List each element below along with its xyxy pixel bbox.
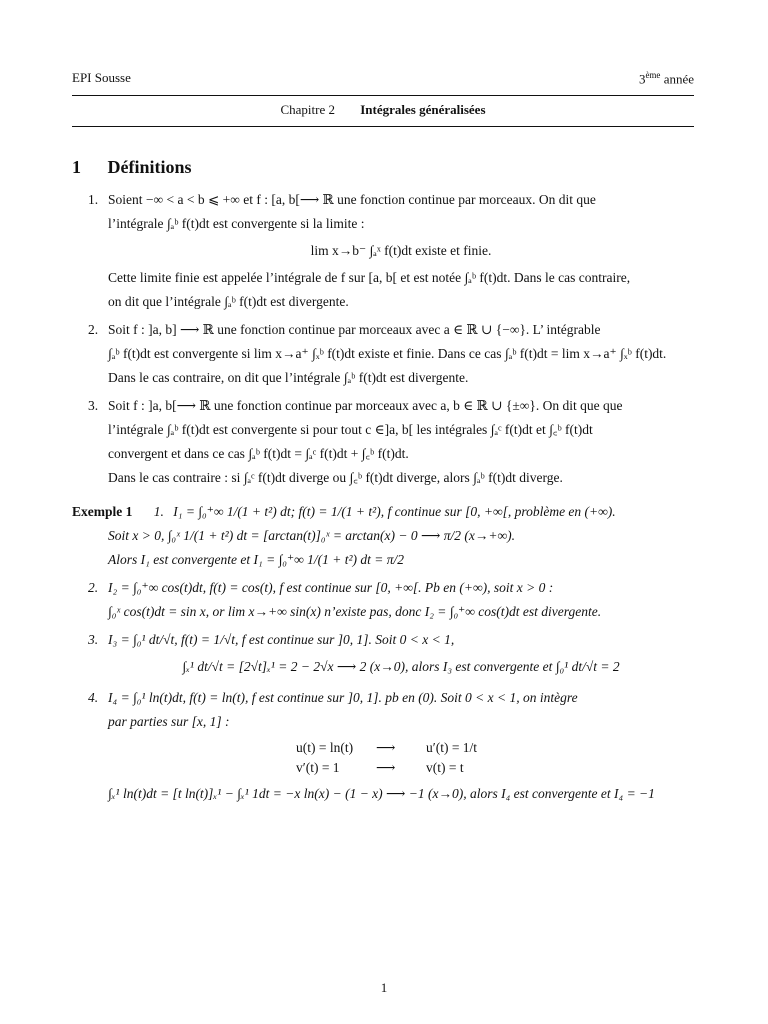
definition-line: Soit f : ]a, b] ⟶ ℝ une fonction continue par morceaux avec a ∈ ℝ ∪ {−∞}. L’ intégrable [108,322,601,338]
definition-line: Dans le cas contraire : si ∫ₐᶜ f(t)dt diverge ou ∫꜀ᵇ f(t)dt diverge, alors ∫ₐᵇ f(t)dt diverge. [108,470,563,486]
example-line: Soit x > 0, ∫₀ˣ 1/(1 + t²) dt = [arctan(t)]₀ˣ = arctan(x) − 0 ⟶ π/2 (x→+∞). [108,528,515,544]
example-line: ∫ₓ¹ ln(t)dt = [t ln(t)]ₓ¹ − ∫ₓ¹ 1dt = −x ln(x) − (1 − x) ⟶ −1 (x→0), alors I₄ est convergente et I₄ = −1 [108,786,655,802]
definition-line: Soient −∞ < a < b ⩽ +∞ et f : [a, b[⟶ ℝ une fonction continue par morceaux. On dit que [108,192,596,208]
school-name: EPI Sousse [72,70,131,85]
definition-line: Soit f : ]a, b[⟶ ℝ une fonction continue par morceaux avec a, b ∈ ℝ ∪ {±∞}. On dit que que [108,398,623,414]
example-item [72,524,694,572]
example-line: I₄ = ∫₀¹ ln(t)dt, f(t) = ln(t), f est continue sur ]0, 1]. pb en (0). Soit 0 < x < 1, on intègre [108,690,578,706]
header-rule [72,95,694,96]
definition-line: Dans le cas contraire, on dit que l’intégrale ∫ₐᵇ f(t)dt est divergente. [108,370,469,386]
example-label: Exemple 1 [72,504,133,520]
example-line: I₁ = ∫₀⁺∞ 1/(1 + t²) dt; f(t) = 1/(1 + t²), f continue sur [0, +∞[, problème en (+∞). [173,504,616,520]
definition-line: l’intégrale ∫ₐᵇ f(t)dt est convergente si pour tout c ∈]a, b[ les intégrales ∫ₐᶜ f(t)dt et ∫꜀ᵇ f(t)dt [108,422,593,438]
chapter-heading [72,102,694,118]
year-label: 3ème année [638,70,694,87]
section-heading [72,157,694,178]
page [72,60,694,810]
example-item: 4. I₄ = ∫₀¹ ln(t)dt, f(t) = ln(t), f est continue sur ]0, 1]. pb en (0). Soit 0 < x < 1, on intègre par parties sur [x, 1] : u(t) = ln(t) ⟶ u′(t) = 1/t v′(t) = 1 ⟶ v(t) = t ∫ₓ¹ ln(t)dt = [t ln(t)]ₓ¹ − ∫ₓ¹ 1dt = −x ln(x) − (1 − x) ⟶ −1 (x→0), alors I₄ est convergente et I₄ = −1 [72,686,694,806]
section-title: Définitions [107,157,192,178]
example-line: I₂ = ∫₀⁺∞ cos(t)dt, f(t) = cos(t), f est continue sur [0, +∞[. Pb en (+∞), soit x > 0 : [108,580,554,596]
definition-item: 3. Soit f : ]a, b[⟶ ℝ une fonction continue par morceaux avec a, b ∈ ℝ ∪ {±∞}. On dit que que l’intégrale ∫ₐᵇ f(t)dt est convergente si pour tout c ∈]a, b[ les intégrales ∫ₐᶜ f(t)dt et ∫꜀ᵇ f(t)dt convergent et dans ce cas ∫ₐᵇ f(t)dt = ∫ₐᶜ f(t)dt + ∫꜀ᵇ f(t)dt. Dans le cas contraire : si ∫ₐᶜ f(t)dt diverge ou ∫꜀ᵇ f(t)dt diverge, alors ∫ₐᵇ f(t)dt diverge. [72,394,694,490]
integration-by-parts-table: u(t) = ln(t) ⟶ u′(t) = 1/t v′(t) = 1 ⟶ v(t) = t [296,740,478,776]
running-header [72,70,694,87]
example-line: ∫ₓ¹ dt/√t = [2√t]ₓ¹ = 2 − 2√x ⟶ 2 (x→0), alors I₃ est convergente et ∫₀¹ dt/√t = 2 [182,659,620,675]
example-line: I₃ = ∫₀¹ dt/√t, f(t) = 1/√t, f est continue sur ]0, 1]. Soit 0 < x < 1, [108,632,455,648]
example-block [72,500,694,806]
example-item: Exemple 1 1. I₁ = ∫₀⁺∞ 1/(1 + t²) dt; f(t) = 1/(1 + t²), f continue sur [0, +∞[, problème en (+∞). [72,504,616,520]
example-item: 2. I₂ = ∫₀⁺∞ cos(t)dt, f(t) = cos(t), f est continue sur [0, +∞[. Pb en (+∞), soit x > 0 : ∫₀ˣ cos(t)dt = sin x, or lim x→+∞ sin(x) n’existe pas, donc I₂ = ∫₀⁺∞ cos(t)dt est divergente. [72,576,694,624]
definitions-list [72,188,694,490]
definition-item: 1. Soient −∞ < a < b ⩽ +∞ et f : [a, b[⟶ ℝ une fonction continue par morceaux. On dit que l’intégrale ∫ₐᵇ f(t)dt est convergente si la limite : lim x→b⁻ ∫ₐˣ f(t)dt existe et finie. Cette limite finie est appelée l’intégrale de f sur [a, b[ et est notée ∫ₐᵇ f(t)dt. Dans le cas contraire, on dit que l’intégrale ∫ₐᵇ f(t)dt est divergente. [72,188,694,314]
section-number: 1 [72,157,81,178]
chapter-rule [72,126,694,127]
definition-line: l’intégrale ∫ₐᵇ f(t)dt est convergente si la limite : [108,216,365,232]
definition-line: convergent et dans ce cas ∫ₐᵇ f(t)dt = ∫ₐᶜ f(t)dt + ∫꜀ᵇ f(t)dt. [108,446,409,462]
definition-item: 2. Soit f : ]a, b] ⟶ ℝ une fonction continue par morceaux avec a ∈ ℝ ∪ {−∞}. L’ intégrable ∫ₐᵇ f(t)dt est convergente si lim x→a⁺ ∫ₓᵇ f(t)dt existe et finie. Dans ce cas ∫ₐᵇ f(t)dt = lim x→a⁺ ∫ₓᵇ f(t)dt. Dans le cas contraire, on dit que l’intégrale ∫ₐᵇ f(t)dt est divergente. [72,318,694,390]
example-line: par parties sur [x, 1] : [108,714,230,730]
definition-line: on dit que l’intégrale ∫ₐᵇ f(t)dt est divergente. [108,294,349,310]
example-line: Alors I₁ est convergente et I₁ = ∫₀⁺∞ 1/(1 + t²) dt = π/2 [108,552,404,568]
chapter-label: Chapitre 2 [280,102,335,118]
page-number: 1 [380,980,388,995]
definition-line: Cette limite finie est appelée l’intégrale de f sur [a, b[ et est notée ∫ₐᵇ f(t)dt. Dans le cas contraire, [108,270,631,286]
display-formula: lim x→b⁻ ∫ₐˣ f(t)dt existe et finie. [310,243,492,259]
definition-line: ∫ₐᵇ f(t)dt est convergente si lim x→a⁺ ∫ₓᵇ f(t)dt existe et finie. Dans ce cas ∫ₐᵇ f(t)dt = lim x→a⁺ ∫ₓᵇ f(t)dt. [108,346,667,362]
example-item: 3. I₃ = ∫₀¹ dt/√t, f(t) = 1/√t, f est continue sur ]0, 1]. Soit 0 < x < 1, ∫ₓ¹ dt/√t = [2√t]ₓ¹ = 2 − 2√x ⟶ 2 (x→0), alors I₃ est convergente et ∫₀¹ dt/√t = 2 [72,628,694,682]
chapter-title: Intégrales généralisées [360,102,486,118]
example-line: ∫₀ˣ cos(t)dt = sin x, or lim x→+∞ sin(x) n’existe pas, donc I₂ = ∫₀⁺∞ cos(t)dt est divergente. [108,604,602,620]
